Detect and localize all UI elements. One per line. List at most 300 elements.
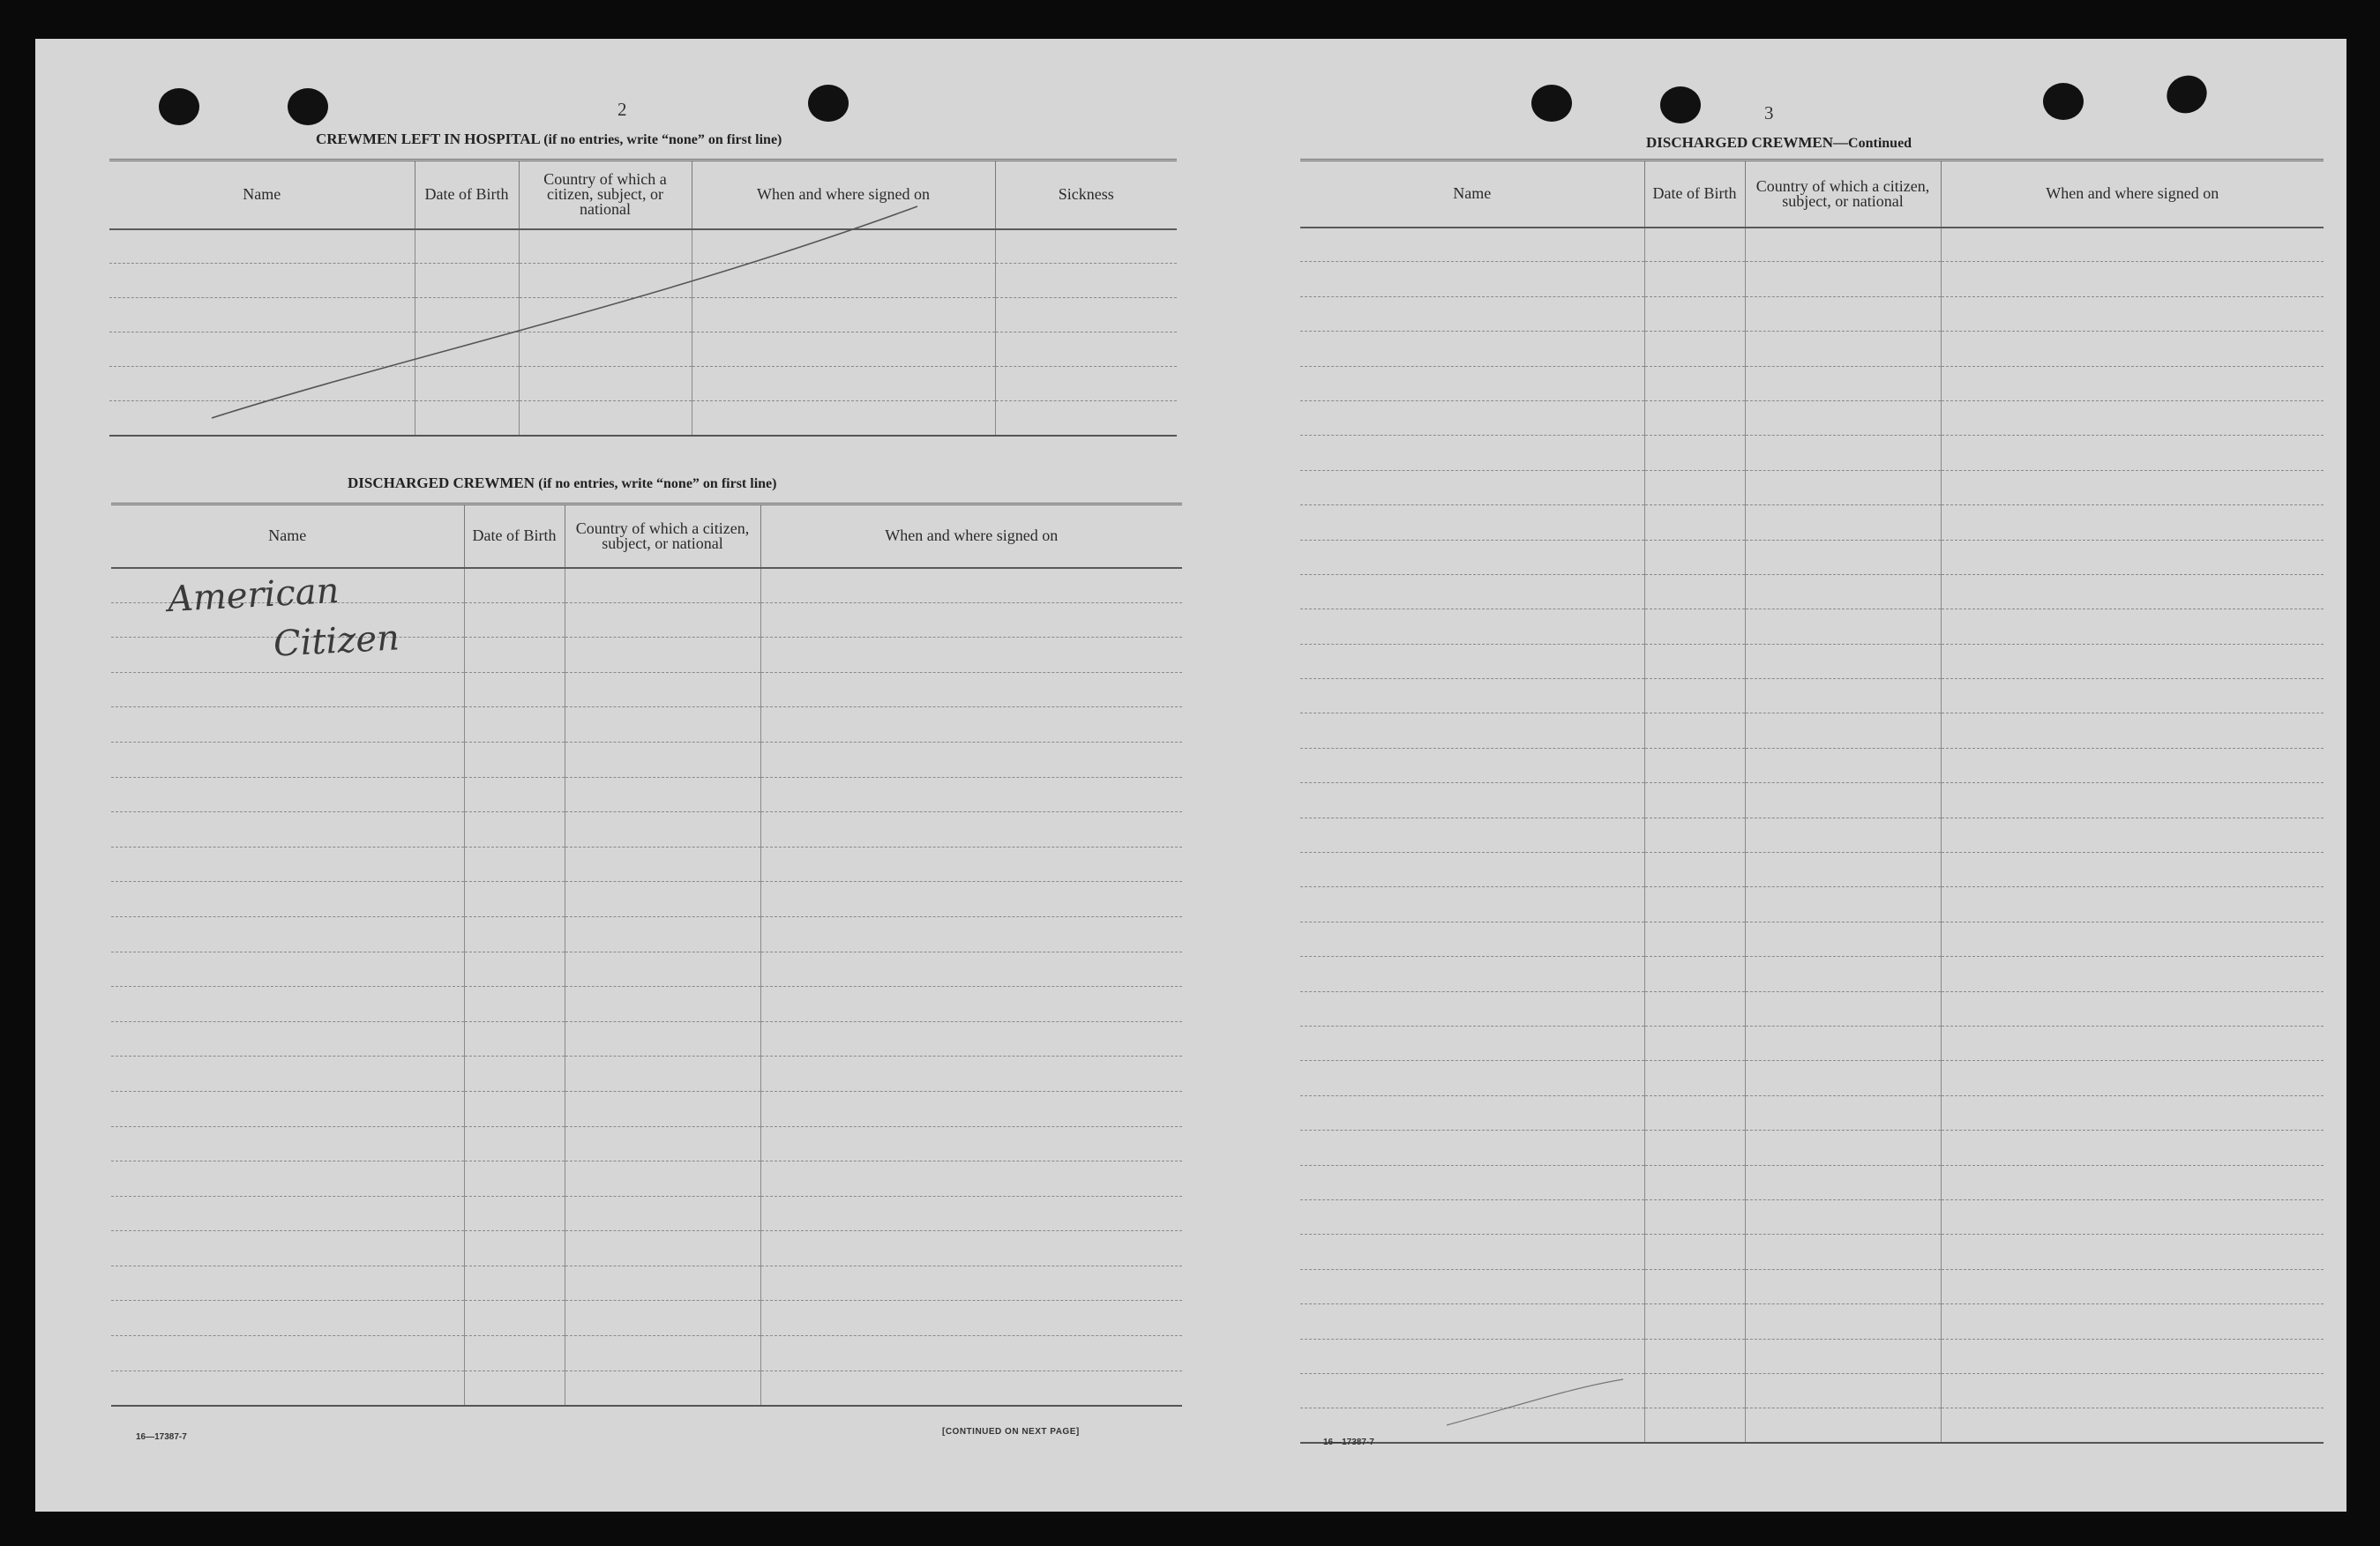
table-cell [1745,853,1941,887]
table-cell [1941,332,2324,366]
table-cell [692,229,995,264]
table-row [1300,366,2324,400]
table-cell [1644,748,1745,782]
table-cell [1745,887,1941,922]
table-cell [464,1091,565,1126]
table-cell [1644,1408,1745,1443]
table-cell [111,1231,464,1266]
table-cell [464,672,565,707]
table-cell [1745,296,1941,331]
table-cell [1745,679,1941,713]
table-cell [1941,366,2324,400]
table-cell [1941,296,2324,331]
table-cell [464,777,565,812]
table-row [111,707,1182,743]
table-cell [1745,783,1941,818]
table-cell [760,847,1182,882]
table-row [1300,818,2324,852]
table-cell [565,882,760,917]
table-cell [565,1161,760,1197]
table-row [1300,1235,2324,1269]
table-cell [1941,1165,2324,1199]
table-cell [415,264,519,298]
table-cell [565,1021,760,1057]
table-cell [760,1161,1182,1197]
table-cell [1300,853,1644,887]
table-row [1300,957,2324,991]
table-cell [1745,470,1941,504]
table-cell [1941,540,2324,574]
table-cell [565,672,760,707]
table-row [1300,991,2324,1026]
table-cell [111,916,464,952]
table-row [1300,332,2324,366]
table-cell [519,229,692,264]
table-row [1300,574,2324,609]
table-cell [1300,1199,1644,1234]
table-cell [760,1091,1182,1126]
continued-note: [CONTINUED ON NEXT PAGE] [942,1427,1080,1437]
table-cell [111,1126,464,1161]
table-cell [1745,1199,1941,1234]
table-cell [1644,366,1745,400]
table-cell [1300,296,1644,331]
table-cell [1941,957,2324,991]
table-cell [519,401,692,436]
table-cell [1300,366,1644,400]
handwritten-entry-line-2: Citizen [272,617,400,665]
column-header-country: Country of which a citizen, subject, or national [565,504,760,568]
table-cell [1300,228,1644,262]
table-row [1300,1339,2324,1373]
table-cell [1644,644,1745,678]
table-row [1300,853,2324,887]
table-cell [519,298,692,332]
table-cell [1300,505,1644,540]
table-cell [760,638,1182,673]
table-cell [1644,228,1745,262]
table-cell [415,367,519,401]
table-cell [111,847,464,882]
table-cell [1300,713,1644,748]
table-cell [760,672,1182,707]
discharged-title-text: DISCHARGED CREWMEN [348,474,535,491]
table-cell [464,1266,565,1301]
table-row [1300,1408,2324,1443]
table-cell [464,1161,565,1197]
table-row [1300,400,2324,435]
table-cell [1300,1269,1644,1303]
table-cell [1644,505,1745,540]
table-cell [1300,540,1644,574]
discharged-section-title [348,474,776,492]
table-cell [1644,574,1745,609]
table-row [1300,1373,2324,1408]
table-cell [111,1161,464,1197]
table-cell [1941,818,2324,852]
table-cell [1941,1131,2324,1165]
table-cell [565,952,760,987]
table-cell [1745,1165,1941,1199]
table-cell [1300,922,1644,956]
table-cell [1941,1026,2324,1060]
table-cell [692,298,995,332]
continued-label: Continued [1848,136,1912,151]
table-cell [111,1370,464,1406]
table-cell [760,1301,1182,1336]
column-header-country: Country of which a citizen, subject, or national [1745,161,1941,228]
table-row [109,298,1177,332]
table-cell [565,1057,760,1092]
table-cell [1300,332,1644,366]
table-cell [1745,574,1941,609]
table-cell [1644,1095,1745,1130]
table-row [1300,228,2324,262]
table-cell [464,882,565,917]
table-cell [1745,400,1941,435]
table-row [111,987,1182,1022]
table-row [109,401,1177,436]
table-cell [1300,470,1644,504]
table-row [111,1266,1182,1301]
table-row [1300,1131,2324,1165]
table-row [1300,1199,2324,1234]
table-row [111,1021,1182,1057]
table-cell [1941,748,2324,782]
table-row [111,952,1182,987]
table-cell [1941,470,2324,504]
table-cell [1941,1095,2324,1130]
table-cell [1300,1235,1644,1269]
table-cell [111,952,464,987]
table-row [1300,679,2324,713]
table-cell [1745,1339,1941,1373]
table-row [111,1057,1182,1092]
table-cell [1644,540,1745,574]
table-cell [995,332,1177,367]
table-cell [565,638,760,673]
table-cell [1644,1165,1745,1199]
table-cell [692,401,995,436]
table-row [1300,1061,2324,1095]
table-cell [1745,1269,1941,1303]
table-cell [1300,1373,1644,1408]
table-cell [1941,262,2324,296]
table-cell [1300,436,1644,470]
table-cell [1941,574,2324,609]
table-cell [692,367,995,401]
table-cell [1644,1373,1745,1408]
table-cell [111,742,464,777]
table-cell [1644,1199,1745,1234]
table-row [111,742,1182,777]
table-cell [1300,574,1644,609]
table-cell [1745,644,1941,678]
table-cell [1300,1339,1644,1373]
hospital-section-title [316,131,782,148]
column-header-signed-on: When and where signed on [760,504,1182,568]
table-cell [111,1336,464,1371]
table-cell [1745,332,1941,366]
table-row [1300,540,2324,574]
table-cell [1941,783,2324,818]
table-cell [1745,366,1941,400]
table-cell [1745,505,1941,540]
table-cell [1941,1304,2324,1339]
table-cell [1941,609,2324,644]
table-cell [1300,644,1644,678]
table-cell [1745,991,1941,1026]
table-cell [1300,887,1644,922]
column-header-country: Country of which a citizen, subject, or national [519,161,692,229]
table-cell [1745,1095,1941,1130]
table-row [1300,1304,2324,1339]
table-cell [111,672,464,707]
column-header-sickness: Sickness [995,161,1177,229]
table-cell [519,367,692,401]
table-row [109,229,1177,264]
table-cell [1300,400,1644,435]
table-cell [1300,748,1644,782]
table-cell [1644,1131,1745,1165]
page-number: 2 [617,99,627,120]
table-cell [1941,400,2324,435]
table-row [111,1370,1182,1406]
hospital-instruction: (if no entries, write “none” on first line) [543,132,782,147]
table-row [109,264,1177,298]
table-cell [565,1091,760,1126]
table-row [111,812,1182,848]
table-cell [760,1231,1182,1266]
right-page [1217,39,2346,1512]
table-cell [1745,1131,1941,1165]
table-row [111,1231,1182,1266]
table-row [111,777,1182,812]
table-row [1300,922,2324,956]
table-row [111,882,1182,917]
table-cell [1941,228,2324,262]
table-cell [1941,1373,2324,1408]
table-cell [692,264,995,298]
table-cell [1745,1061,1941,1095]
table-cell [565,1196,760,1231]
table-cell [1644,991,1745,1026]
column-header-signed-on: When and where signed on [1941,161,2324,228]
table-cell [1644,400,1745,435]
hospital-header-row [109,161,1177,229]
table-row [111,1126,1182,1161]
table-cell [1941,679,2324,713]
table-row [109,332,1177,367]
table-cell [565,847,760,882]
table-cell [464,638,565,673]
table-row [1300,1095,2324,1130]
table-cell [1941,505,2324,540]
document-sheet [35,39,2346,1512]
table-cell [1941,1061,2324,1095]
discharged-continued-header-row [1300,161,2324,228]
table-cell [1745,1235,1941,1269]
table-cell [1745,957,1941,991]
table-cell [760,987,1182,1022]
table-cell [519,264,692,298]
table-cell [464,742,565,777]
table-cell [565,1336,760,1371]
table-cell [111,882,464,917]
table-cell [1745,1373,1941,1408]
page-number: 3 [1764,102,1774,123]
table-cell [1941,853,2324,887]
table-cell [1300,1095,1644,1130]
table-row [1300,783,2324,818]
table-cell [1300,1026,1644,1060]
table-cell [464,707,565,743]
table-cell [1644,1061,1745,1095]
table-cell [415,332,519,367]
table-cell [760,742,1182,777]
table-cell [1745,436,1941,470]
table-cell [1745,1026,1941,1060]
table-cell [1644,1026,1745,1060]
table-cell [464,1126,565,1161]
table-cell [415,298,519,332]
table-cell [464,1057,565,1092]
table-cell [1644,609,1745,644]
table-cell [1644,713,1745,748]
table-cell [995,298,1177,332]
form-number: 16—17387-7 [1323,1438,1374,1447]
table-cell [760,1057,1182,1092]
table-cell [111,1266,464,1301]
table-cell [1745,609,1941,644]
table-cell [109,264,415,298]
table-row [1300,713,2324,748]
table-cell [565,916,760,952]
table-cell [1941,1199,2324,1234]
table-cell [1941,1408,2324,1443]
table-cell [1644,436,1745,470]
table-cell [464,812,565,848]
table-cell [1941,887,2324,922]
table-cell [1644,1304,1745,1339]
table-cell [1300,679,1644,713]
table-row [1300,1165,2324,1199]
discharged-header-row [111,504,1182,568]
table-cell [1644,296,1745,331]
discharged-continued-table [1300,159,2324,1444]
table-cell [760,1021,1182,1057]
table-cell [760,707,1182,743]
table-cell [995,264,1177,298]
table-row [1300,505,2324,540]
table-cell [464,1370,565,1406]
table-row [111,1161,1182,1197]
left-page [35,39,1200,1512]
table-cell [464,847,565,882]
table-row [111,847,1182,882]
table-cell [109,401,415,436]
table-cell [1644,887,1745,922]
table-cell [1941,1339,2324,1373]
table-row [1300,262,2324,296]
table-cell [1745,540,1941,574]
table-row [1300,887,2324,922]
table-row [111,672,1182,707]
column-header-date-of-birth: Date of Birth [415,161,519,229]
table-cell [109,298,415,332]
table-cell [1941,1269,2324,1303]
table-cell [1300,1131,1644,1165]
table-cell [565,1370,760,1406]
table-cell [111,1021,464,1057]
table-row [111,1336,1182,1371]
table-row [111,1301,1182,1336]
table-row [111,1091,1182,1126]
table-cell [760,1370,1182,1406]
table-cell [1941,713,2324,748]
table-cell [565,742,760,777]
table-cell [1644,922,1745,956]
table-cell [692,332,995,367]
table-cell [111,1091,464,1126]
table-row [1300,436,2324,470]
table-cell [1941,436,2324,470]
table-cell [565,987,760,1022]
table-cell [111,1301,464,1336]
discharged-instruction: (if no entries, write “none” on first line) [538,476,777,491]
form-number: 16—17387-7 [136,1432,187,1442]
table-cell [464,1196,565,1231]
table-cell [109,367,415,401]
table-cell [995,229,1177,264]
table-cell [1644,470,1745,504]
table-cell [1745,228,1941,262]
table-cell [111,1057,464,1092]
table-cell [565,707,760,743]
table-cell [464,1301,565,1336]
table-cell [415,401,519,436]
table-cell [1300,818,1644,852]
column-header-date-of-birth: Date of Birth [1644,161,1745,228]
table-cell [760,1126,1182,1161]
table-cell [1745,1408,1941,1443]
column-header-name: Name [1300,161,1644,228]
table-cell [1941,644,2324,678]
discharged-continued-title [1646,134,1912,152]
column-header-name: Name [111,504,464,568]
table-cell [1644,679,1745,713]
table-cell [1300,1061,1644,1095]
table-cell [760,812,1182,848]
table-row [1300,1269,2324,1303]
hospital-title-text: CREWMEN LEFT IN HOSPITAL [316,131,540,147]
table-cell [109,332,415,367]
table-cell [464,1021,565,1057]
table-cell [1745,818,1941,852]
table-cell [1644,332,1745,366]
table-cell [1941,991,2324,1026]
table-cell [760,952,1182,987]
table-cell [1300,1304,1644,1339]
table-cell [519,332,692,367]
table-cell [111,987,464,1022]
table-row [1300,296,2324,331]
table-cell [464,952,565,987]
table-cell [760,602,1182,638]
table-cell [109,229,415,264]
table-cell [415,229,519,264]
column-header-date-of-birth: Date of Birth [464,504,565,568]
